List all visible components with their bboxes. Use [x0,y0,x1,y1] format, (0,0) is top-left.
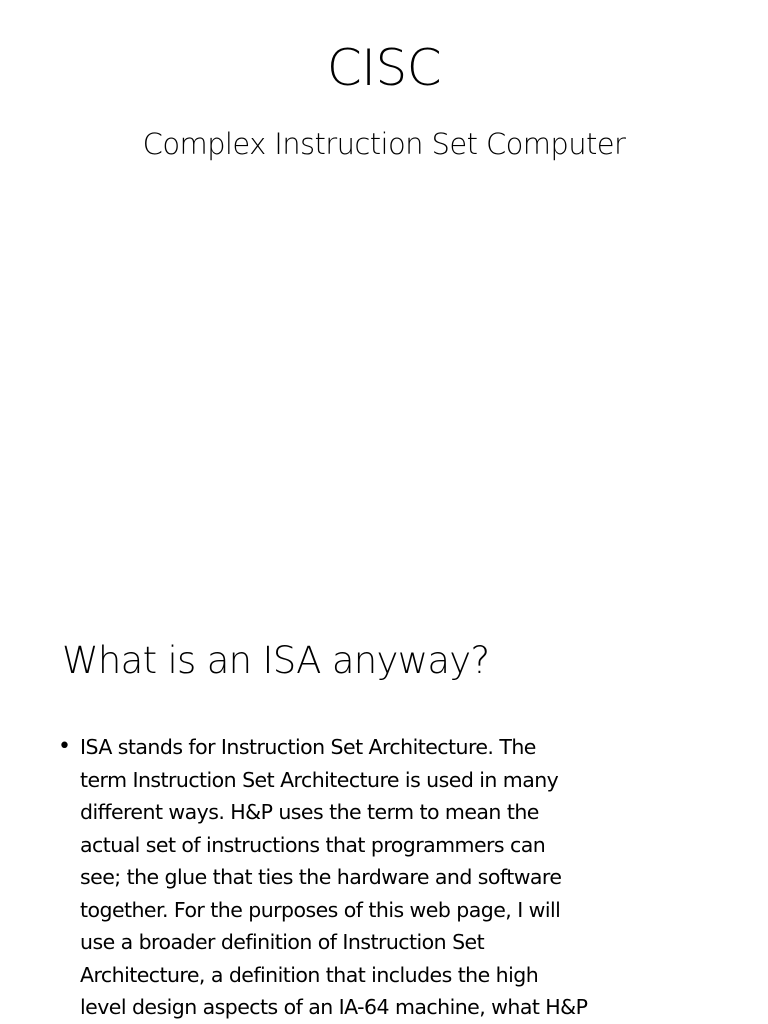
bullet-line: see; the glue that ties the hardware and software [80,865,562,889]
bullet-item [58,731,748,1024]
bullet-line: use a broader definition of Instruction Set [80,930,485,954]
bullet-line: actual set of instructions that programmers can [80,832,546,857]
slide-what-is-isa [0,600,768,1024]
slide-subtitle: Complex Instruction Set Computer [142,127,626,161]
bullet-line: different ways. H&P uses the term to mean the [80,800,539,824]
slide-heading: What is an ISA anyway? [62,639,490,682]
bullet-line: term Instruction Set Architecture is used in many [80,767,559,792]
bullet-line: Architecture, a definition that includes the high [80,962,539,987]
bullet-line: together. For the purposes of this web page, I will [80,897,561,922]
slide-title: CISC [326,39,442,97]
bullet-marker: • [58,734,71,759]
bullet-list [58,731,748,1024]
bullet-line: level design aspects of an IA-64 machine, what H&P [80,995,588,1019]
bullet-line: ISA stands for Instruction Set Architecture. The [80,735,536,759]
